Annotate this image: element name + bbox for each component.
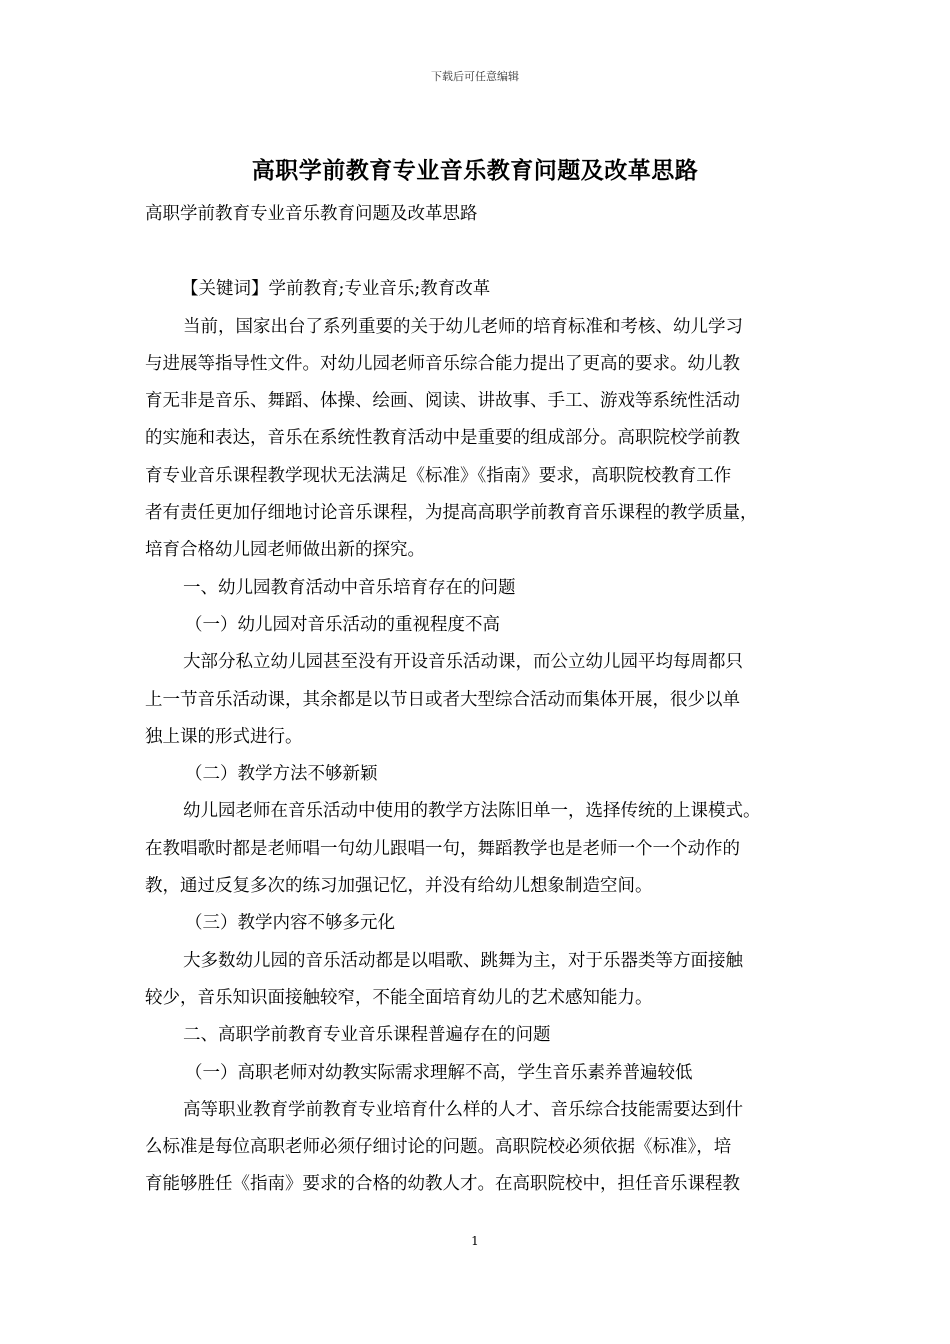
page-header: 下载后可任意编辑 xyxy=(431,70,519,83)
body-line: 么标准是每位高职老师必须仔细讨论的问题。高职院校必须依据《标准》，培 xyxy=(145,1137,732,1158)
document-body xyxy=(145,196,810,1204)
body-line: 与进展等指导性文件。对幼儿园老师音乐综合能力提出了更高的要求。幼儿教 xyxy=(145,353,740,374)
subsection-heading: （三）教学内容不够多元化 xyxy=(185,913,395,934)
body-line: 者有责任更加仔细地讨论音乐课程，为提高高职学前教育音乐课程的教学质量， xyxy=(145,503,758,524)
body-line: 育无非是音乐、舞蹈、体操、绘画、阅读、讲故事、手工、游戏等系统性活动 xyxy=(145,391,740,412)
body-line: 幼儿园老师在音乐活动中使用的教学方法陈旧单一，选择传统的上课模式。 xyxy=(183,801,761,822)
body-line: 育专业音乐课程教学现状无法满足《标准》《指南》要求，高职院校教育工作 xyxy=(145,465,732,486)
body-line: 当前，国家出台了系列重要的关于幼儿老师的培育标准和考核、幼儿学习 xyxy=(183,316,743,337)
section-heading: 一、幼儿园教育活动中音乐培育存在的问题 xyxy=(183,577,516,598)
document-title: 高职学前教育专业音乐教育问题及改革思路 xyxy=(251,157,699,184)
body-line: 育能够胜任《指南》要求的合格的幼教人才。在高职院校中，担任音乐课程教 xyxy=(145,1174,740,1195)
subtitle: 高职学前教育专业音乐教育问题及改革思路 xyxy=(145,204,478,224)
body-line: 高等职业教育学前教育专业培育什么样的人才、音乐综合技能需要达到什 xyxy=(183,1099,743,1120)
subsection-heading: （一）幼儿园对音乐活动的重视程度不高 xyxy=(185,614,500,635)
subsection-heading: （一）高职老师对幼教实际需求理解不高，学生音乐素养普遍较低 xyxy=(185,1062,693,1083)
body-line: 教，通过反复多次的练习加强记忆，并没有给幼儿想象制造空间。 xyxy=(145,876,653,897)
body-line: 上一节音乐活动课，其余都是以节日或者大型综合活动而集体开展，很少以单 xyxy=(145,689,740,710)
body-line: 在教唱歌时都是老师唱一句幼儿跟唱一句，舞蹈教学也是老师一个一个动作的 xyxy=(145,838,740,859)
body-line: 较少，音乐知识面接触较窄，不能全面培育幼儿的艺术感知能力。 xyxy=(145,987,653,1008)
keywords-line: 【关键词】学前教育;专业音乐;教育改革 xyxy=(181,279,491,300)
subsection-heading: （二）教学方法不够新颖 xyxy=(185,764,378,785)
body-line: 培育合格幼儿园老师做出新的探究。 xyxy=(145,540,425,561)
section-heading: 二、高职学前教育专业音乐课程普遍存在的问题 xyxy=(183,1025,551,1046)
body-line: 大多数幼儿园的音乐活动都是以唱歌、跳舞为主，对于乐器类等方面接触 xyxy=(183,950,743,971)
body-line: 大部分私立幼儿园甚至没有开设音乐活动课，而公立幼儿园平均每周都只 xyxy=(183,652,743,673)
page-number: 1 xyxy=(471,1234,479,1248)
body-line: 的实施和表达，音乐在系统性教育活动中是重要的组成部分。高职院校学前教 xyxy=(145,428,740,449)
body-line: 独上课的形式进行。 xyxy=(145,726,303,747)
